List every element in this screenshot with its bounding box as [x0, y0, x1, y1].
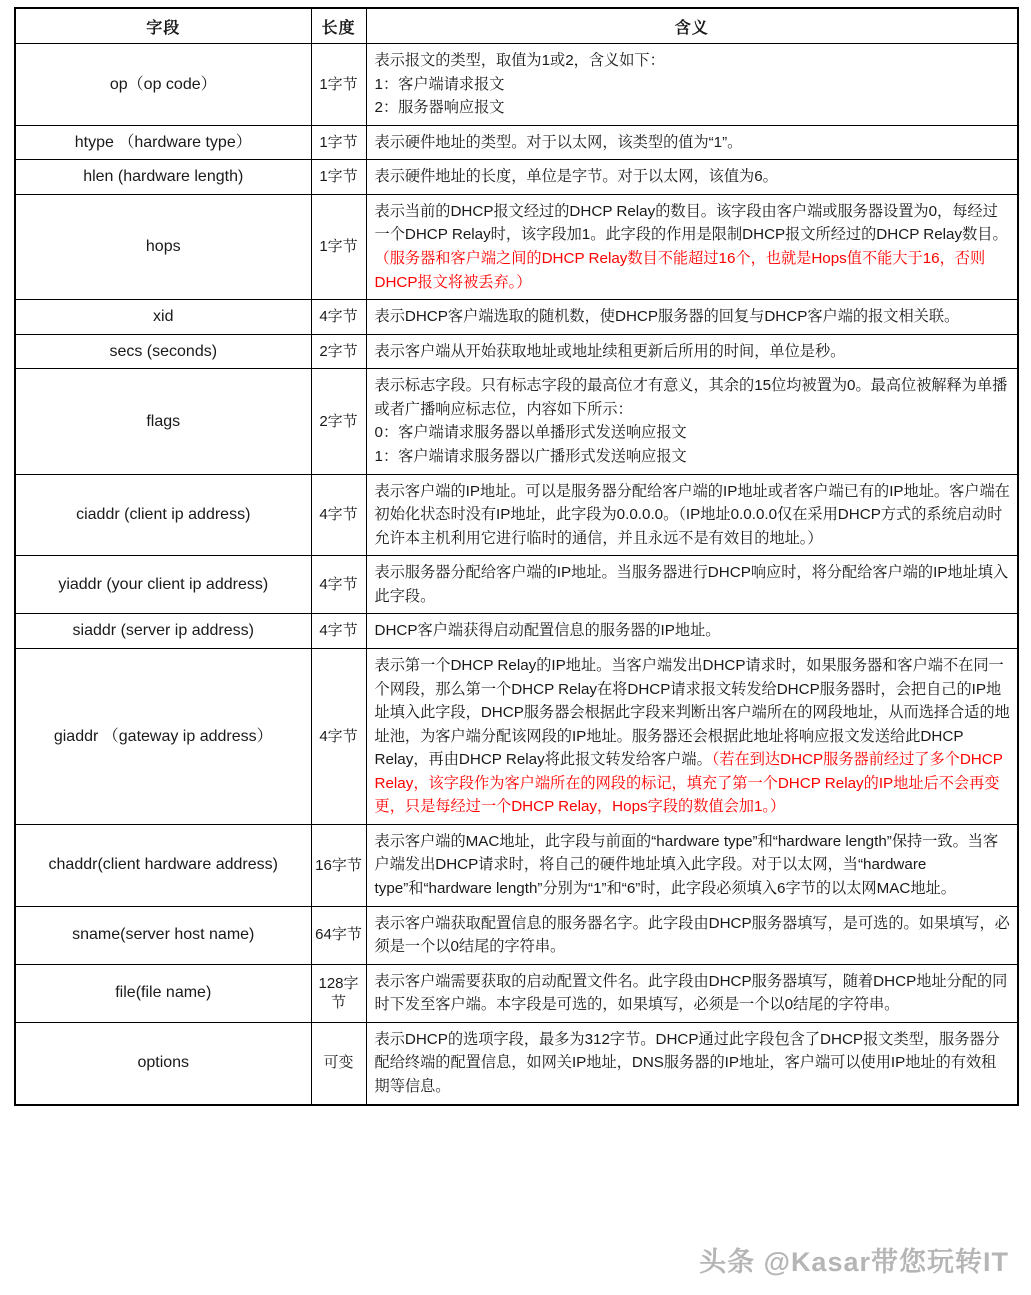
table-row — [15, 648, 1018, 824]
column-header-meaning: 含义 — [366, 8, 1018, 44]
cell-field: giaddr （gateway ip address） — [15, 648, 311, 824]
meaning-line: 表示当前的DHCP报文经过的DHCP Relay的数目。该字段由客户端或服务器设置为0，每经过一个DHCP Relay时，该字段加1。此字段的作用是限制DHCP报文所经过的DHCP Relay数目。 — [374, 202, 1008, 244]
meaning-line: 表示客户端获取配置信息的服务器名字。此字段由DHCP服务器填写，是可选的。如果填写，必须是一个以0结尾的字符串。 — [374, 914, 1010, 956]
cell-meaning — [366, 300, 1018, 335]
meaning-line: 1：客户端请求报文 — [374, 75, 505, 93]
cell-meaning — [366, 160, 1018, 195]
cell-field: sname(server host name) — [15, 906, 311, 964]
cell-field: hops — [15, 194, 311, 299]
cell-meaning — [366, 369, 1018, 474]
meaning-line: 0：客户端请求服务器以单播形式发送响应报文 — [374, 424, 687, 442]
cell-field: op（op code） — [15, 44, 311, 126]
cell-length: 64字节 — [311, 906, 366, 964]
table-body — [15, 44, 1018, 1105]
cell-length: 2字节 — [311, 369, 366, 474]
meaning-line: 表示客户端需要获取的启动配置文件名。此字段由DHCP服务器填写，随着DHCP地址分配的同时下发至客户端。本字段是可选的，如果填写，必须是一个以0结尾的字符串。 — [374, 972, 1008, 1014]
cell-meaning — [366, 1022, 1018, 1104]
column-header-length: 长度 — [311, 8, 366, 44]
cell-length: 128字节 — [311, 964, 366, 1022]
cell-length: 1字节 — [311, 125, 366, 160]
cell-length: 2字节 — [311, 334, 366, 369]
meaning-line: 表示客户端的IP地址。可以是服务器分配给客户端的IP地址或者客户端已有的IP地址。客户端在初始化状态时没有IP地址，此字段为0.0.0.0。（IP地址0.0.0.0仅在采用DHCP方式的系统启动时允许本主机利用它进行临时的通信，并且永远不是有效目的地址。） — [374, 482, 1010, 547]
dhcp-field-table-container — [14, 7, 1017, 1106]
meaning-note-highlight: （若在到达DHCP服务器前经过了多个DHCP Relay，该字段作为客户端所在的网段的标记，填充了第一个DHCP Relay的IP地址后不会再变更，只是每经过一个DHCP Relay，Hops字段的数值会加1。） — [374, 751, 1003, 816]
cell-meaning — [366, 648, 1018, 824]
cell-meaning — [366, 334, 1018, 369]
table-row — [15, 44, 1018, 126]
cell-meaning — [366, 556, 1018, 614]
cell-field: file(file name) — [15, 964, 311, 1022]
cell-length: 4字节 — [311, 614, 366, 649]
table-row — [15, 125, 1018, 160]
meaning-line: 2：服务器响应报文 — [374, 99, 505, 117]
meaning-line: 表示硬件地址的长度，单位是字节。对于以太网，该值为6。 — [374, 168, 778, 186]
watermark-text: 头条 @Kasar带您玩转IT — [699, 1247, 1009, 1277]
table-row — [15, 474, 1018, 556]
table-row — [15, 194, 1018, 299]
meaning-line: 表示客户端的MAC地址，此字段与前面的“hardware type”和“hardware length”保持一致。当客户端发出DHCP请求时，将自己的硬件地址填入此字段。对于以太网，当“hardware type”和“hardware length”分别为“1”和“6”时，此字段必须填入6字节的以太网MAC地址。 — [374, 832, 999, 898]
meaning-line: 表示报文的类型，取值为1或2，含义如下： — [374, 52, 665, 69]
cell-length: 4字节 — [311, 474, 366, 556]
cell-meaning — [366, 614, 1018, 649]
cell-field: yiaddr (your client ip address) — [15, 556, 311, 614]
cell-field: secs (seconds) — [15, 334, 311, 369]
dhcp-field-table — [14, 7, 1019, 1106]
cell-field: xid — [15, 300, 311, 335]
cell-field: chaddr(client hardware address) — [15, 824, 311, 906]
table-row — [15, 556, 1018, 614]
cell-length: 1字节 — [311, 160, 366, 195]
column-header-field: 字段 — [15, 8, 311, 44]
meaning-line: 表示第一个DHCP Relay的IP地址。当客户端发出DHCP请求时，如果服务器和客户端不在同一个网段，那么第一个DHCP Relay在将DHCP请求报文转发给DHCP服务器时，会把自己的IP地址填入此字段，DHCP服务器会根据此字段来判断出客户端所在的网段地址，从而选择合适的地址池，为客户端分配该网段的IP地址。服务器还会根据此地址将响应报文发送给此DHCP Relay，再由DHCP Relay将此报文转发给客户端。 — [374, 656, 1010, 769]
cell-field: ciaddr (client ip address) — [15, 474, 311, 556]
meaning-line: 表示DHCP客户端选取的随机数，使DHCP服务器的回复与DHCP客户端的报文相关联。 — [374, 308, 960, 326]
table-row — [15, 369, 1018, 474]
cell-length: 1字节 — [311, 194, 366, 299]
meaning-line: 表示服务器分配给客户端的IP地址。当服务器进行DHCP响应时，将分配给客户端的IP地址填入此字段。 — [374, 564, 1009, 605]
cell-meaning — [366, 964, 1018, 1022]
cell-meaning — [366, 125, 1018, 160]
cell-length: 4字节 — [311, 556, 366, 614]
meaning-line: DHCP客户端获得启动配置信息的服务器的IP地址。 — [374, 622, 721, 640]
cell-meaning — [366, 194, 1018, 299]
meaning-line: 表示标志字段。只有标志字段的最高位才有意义，其余的15位均被置为0。最高位被解释为单播或者广播响应标志位，内容如下所示： — [374, 377, 1008, 418]
cell-field: hlen (hardware length) — [15, 160, 311, 195]
cell-meaning — [366, 474, 1018, 556]
cell-meaning — [366, 824, 1018, 906]
cell-field: htype （hardware type） — [15, 125, 311, 160]
table-row — [15, 614, 1018, 649]
cell-length: 4字节 — [311, 648, 366, 824]
cell-length: 1字节 — [311, 44, 366, 126]
cell-meaning — [366, 906, 1018, 964]
cell-field: siaddr (server ip address) — [15, 614, 311, 649]
cell-length: 16字节 — [311, 824, 366, 906]
table-row — [15, 160, 1018, 195]
cell-field: options — [15, 1022, 311, 1104]
cell-meaning — [366, 44, 1018, 126]
table-row — [15, 824, 1018, 906]
cell-field: flags — [15, 369, 311, 474]
meaning-line: 1：客户端请求服务器以广播形式发送响应报文 — [374, 448, 687, 465]
cell-length: 可变 — [311, 1022, 366, 1104]
meaning-line: 表示客户端从开始获取地址或地址续租更新后所用的时间，单位是秒。 — [374, 342, 846, 360]
cell-length: 4字节 — [311, 300, 366, 335]
table-header-row — [15, 8, 1018, 44]
meaning-note-highlight: （服务器和客户端之间的DHCP Relay数目不能超过16个，也就是Hops值不能大于16，否则DHCP报文将被丢弃。） — [374, 250, 986, 291]
table-header — [15, 8, 1018, 44]
table-row — [15, 1022, 1018, 1104]
table-row — [15, 334, 1018, 369]
table-row — [15, 964, 1018, 1022]
table-row — [15, 300, 1018, 335]
table-row — [15, 906, 1018, 964]
meaning-line: 表示DHCP的选项字段，最多为312字节。DHCP通过此字段包含了DHCP报文类型，服务器分配给终端的配置信息，如网关IP地址，DNS服务器的IP地址，客户端可以使用IP地址的有效租期等信息。 — [374, 1030, 1000, 1095]
meaning-line: 表示硬件地址的类型。对于以太网，该类型的值为“1”。 — [374, 133, 743, 151]
